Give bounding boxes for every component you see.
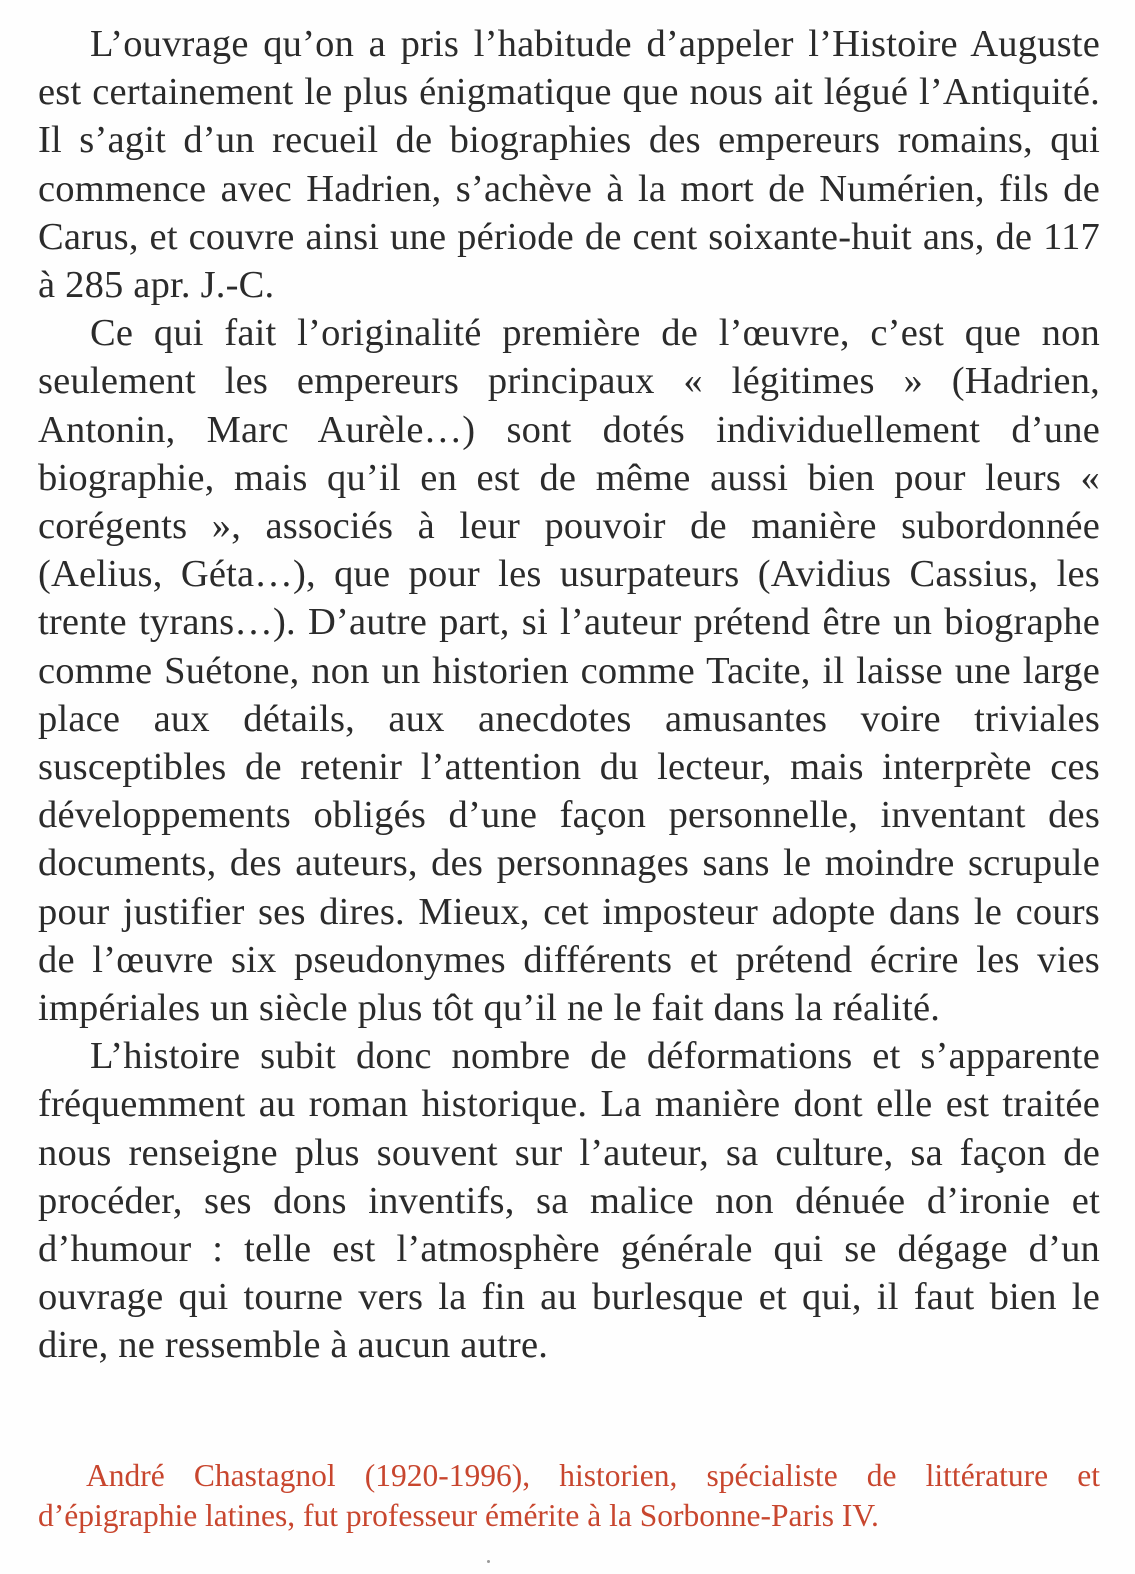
author-note-block <box>38 1456 1100 1536</box>
paragraph-1: L’ouvrage qu’on a pris l’habitude d’appeler l’Histoire Auguste est certainement le plus énigmatique que nous ait légué l’Antiquité. Il s’agit d’un recueil de biographies des empereurs romains, qui commence avec Hadrien, s’achève à la mort de Numérien, fils de Carus, et couvre ainsi une période de cent soixante-huit ans, de 117 à 285 apr. J.-C. <box>38 23 1100 307</box>
paragraph-2: Ce qui fait l’originalité première de l’œuvre, c’est que non seulement les empereurs principaux « légitimes » (Hadrien, Antonin, Marc Aurèle…) sont dotés individuellement d’une biographie, mais qu’il en est de même aussi bien pour leurs « corégents », associés à leur pouvoir de manière subordonnée (Aelius, Géta…), que pour les usurpateurs (Avidius Cassius, les trente tyrans…). D’autre part, si l’auteur prétend être un biographe comme Suétone, non un historien comme Tacite, il laisse une large place aux détails, aux anecdotes amusantes voire triviales susceptibles de retenir l’attention du lecteur, mais interprète ces développements obligés d’une façon personnelle, inventant des documents, des auteurs, des personnages sans le moindre scrupule pour justifier ses dires. Mieux, cet imposteur adopte dans le cours de l’œuvre six pseudonymes différents et prétend écrire les vies impériales un siècle plus tôt qu’il ne le fait dans la réalité. <box>38 312 1100 1030</box>
main-text <box>38 20 1100 1370</box>
author-note: André Chastagnol (1920-1996), historien, spécialiste de littérature et d’épigraphie latines, fut professeur émérite à la Sorbonne-Paris IV. <box>38 1458 1100 1533</box>
scan-speck <box>487 1560 490 1563</box>
paragraph-3: L’histoire subit donc nombre de déformations et s’apparente fréquemment au roman historique. La manière dont elle est traitée nous renseigne plus souvent sur l’auteur, sa culture, sa façon de procéder, ses dons inventifs, sa malice non dénuée d’ironie et d’humour : telle est l’atmosphère générale qui se dégage d’un ouvrage qui tourne vers la fin au burlesque et qui, il faut bien le dire, ne ressemble à aucun autre. <box>38 1035 1100 1367</box>
